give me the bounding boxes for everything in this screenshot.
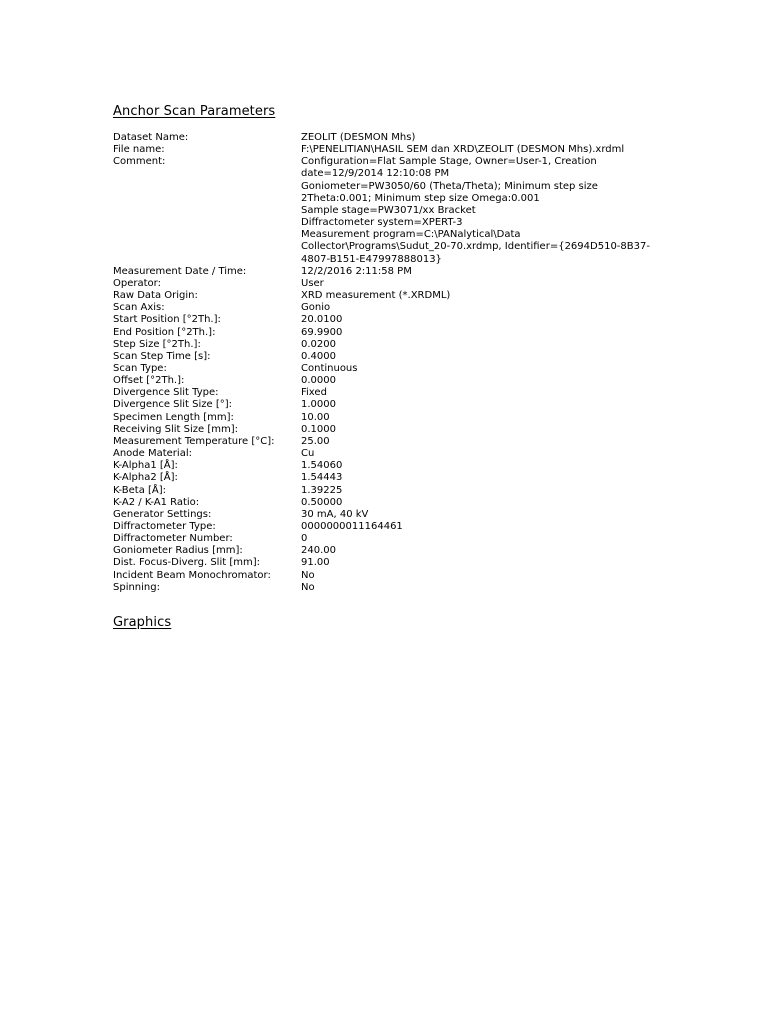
parameter-label: Dist. Focus-Diverg. Slit [mm]: <box>113 557 260 569</box>
parameter-label: Operator: <box>113 277 161 289</box>
parameter-value-line: User <box>301 277 324 289</box>
parameter-label: Specimen Length [mm]: <box>113 411 234 423</box>
parameter-label: Step Size [°2Th.]: <box>113 338 201 350</box>
parameter-value <box>301 472 673 484</box>
parameter-value <box>301 424 673 436</box>
parameter-label: Scan Step Time [s]: <box>113 350 211 362</box>
parameter-label: Diffractometer Type: <box>113 521 216 532</box>
parameter-value-line: 1.54443 <box>301 472 343 484</box>
parameter-value <box>301 327 673 339</box>
parameter-value-line: Sample stage=PW3071/xx Bracket <box>301 204 476 216</box>
parameter-value <box>301 460 673 472</box>
parameter-value <box>301 339 673 351</box>
parameter-value-line: No <box>301 569 315 581</box>
parameter-row <box>113 570 673 582</box>
parameter-value <box>301 266 673 278</box>
parameter-row <box>113 485 673 497</box>
parameter-label: Scan Axis: <box>113 302 165 314</box>
parameter-label: Receiving Slit Size [mm]: <box>113 423 239 435</box>
parameter-value <box>301 545 673 557</box>
parameter-value <box>301 412 673 424</box>
parameter-label: K-Beta [Å]: <box>113 484 167 496</box>
parameter-label: Raw Data Origin: <box>113 290 198 302</box>
parameter-value <box>301 302 673 314</box>
parameter-row <box>113 509 673 521</box>
parameter-value <box>301 290 673 302</box>
parameter-value-line: 0.1000 <box>301 423 336 435</box>
parameter-value <box>301 497 673 509</box>
parameter-row <box>113 302 673 314</box>
parameter-value <box>301 132 673 144</box>
parameter-label: Goniometer Radius [mm]: <box>113 545 243 557</box>
parameter-row <box>113 266 673 278</box>
parameter-row <box>113 472 673 484</box>
parameter-label: File name: <box>113 144 165 156</box>
parameter-label: Dataset Name: <box>113 132 189 143</box>
parameter-row <box>113 424 673 436</box>
parameter-row <box>113 412 673 424</box>
parameter-value-line: Gonio <box>301 302 331 314</box>
parameter-row <box>113 144 673 156</box>
parameter-label: Divergence Slit Type: <box>113 387 219 399</box>
parameter-value-line: Collector\Programs\Sudut_20-70.xrdmp, Identifier={2694D510-8B37- <box>301 241 650 253</box>
parameter-row <box>113 314 673 326</box>
anchor-scan-parameters-heading: Anchor Scan Parameters <box>113 104 276 119</box>
parameter-value <box>301 509 673 521</box>
parameter-row <box>113 533 673 545</box>
parameter-value-line: Cu <box>301 448 315 460</box>
parameter-row <box>113 497 673 509</box>
parameter-label: K-Alpha2 [Å]: <box>113 472 178 484</box>
parameter-row <box>113 327 673 339</box>
parameter-row <box>113 582 673 594</box>
parameter-row <box>113 363 673 375</box>
parameter-value <box>301 278 673 290</box>
parameter-row <box>113 521 673 533</box>
parameter-value <box>301 557 673 569</box>
parameter-label: Incident Beam Monochromator: <box>113 569 271 581</box>
parameter-value-line: 4807-B151-E47997888013} <box>301 253 442 265</box>
parameter-value-line: 20.0100 <box>301 314 343 326</box>
parameter-value-line: F:\PENELITIAN\HASIL SEM dan XRD\ZEOLIT (DESMON Mhs).xrdml <box>301 144 625 156</box>
parameter-value <box>301 351 673 363</box>
parameter-value-line: 25.00 <box>301 435 330 447</box>
parameter-value-line: 10.00 <box>301 411 330 423</box>
parameter-value <box>301 485 673 497</box>
parameter-label: Divergence Slit Size [°]: <box>113 399 233 411</box>
parameter-value <box>301 399 673 411</box>
parameter-label: End Position [°2Th.]: <box>113 326 216 338</box>
parameter-value-line: Diffractometer system=XPERT-3 <box>301 217 463 229</box>
parameter-row <box>113 290 673 302</box>
parameter-row <box>113 132 673 144</box>
parameter-value-line: 12/2/2016 2:11:58 PM <box>301 265 412 277</box>
parameter-value-line: Goniometer=PW3050/60 (Theta/Theta); Minimum step size <box>301 180 598 192</box>
parameter-value-line: 69.9900 <box>301 326 343 338</box>
parameter-value <box>301 533 673 545</box>
parameter-value-line: 0.4000 <box>301 350 336 362</box>
parameter-label: Anode Material: <box>113 448 192 460</box>
parameter-value-line: Configuration=Flat Sample Stage, Owner=User-1, Creation <box>301 156 597 168</box>
parameter-value-line: 0.50000 <box>301 496 343 508</box>
parameter-value-line: 0000000011164461 <box>301 521 403 532</box>
parameter-value-line: 2Theta:0.001; Minimum step size Omega:0.001 <box>301 192 540 204</box>
parameter-row <box>113 351 673 363</box>
parameter-value <box>301 570 673 582</box>
parameter-label: K-Alpha1 [Å]: <box>113 460 178 472</box>
parameter-row <box>113 436 673 448</box>
parameter-value-line: 240.00 <box>301 545 336 557</box>
parameter-value-line: No <box>301 581 315 593</box>
parameter-value-line: 0.0000 <box>301 375 336 387</box>
parameter-value-line: Fixed <box>301 387 327 399</box>
parameter-value-line: ZEOLIT (DESMON Mhs) <box>301 132 416 143</box>
parameter-label: Start Position [°2Th.]: <box>113 314 221 326</box>
parameter-row <box>113 399 673 411</box>
parameter-value <box>301 144 673 156</box>
parameter-value-line: 30 mA, 40 kV <box>301 508 369 520</box>
parameter-value <box>301 521 673 533</box>
parameter-label: Offset [°2Th.]: <box>113 375 185 387</box>
scan-parameters-table <box>113 132 673 594</box>
parameter-label: Generator Settings: <box>113 508 212 520</box>
parameter-label: K-A2 / K-A1 Ratio: <box>113 496 200 508</box>
parameter-value-line: date=12/9/2014 12:10:08 PM <box>301 168 450 180</box>
parameter-value-line: 1.54060 <box>301 460 343 472</box>
parameter-row <box>113 557 673 569</box>
parameter-label: Spinning: <box>113 581 160 593</box>
parameter-value <box>301 582 673 594</box>
parameter-label: Diffractometer Number: <box>113 533 233 545</box>
parameter-value-line: Measurement program=C:\PANalytical\Data <box>301 229 521 241</box>
parameter-value-line: Continuous <box>301 362 358 374</box>
graphics-heading: Graphics <box>113 615 172 630</box>
parameter-value-line: 0.0200 <box>301 338 336 350</box>
parameter-row <box>113 545 673 557</box>
parameter-row <box>113 278 673 290</box>
parameter-value <box>301 436 673 448</box>
parameter-row <box>113 448 673 460</box>
parameter-value-line: 91.00 <box>301 557 330 569</box>
parameter-value-line: 1.39225 <box>301 484 343 496</box>
parameter-value <box>301 156 673 265</box>
parameter-row <box>113 156 673 265</box>
parameter-label: Scan Type: <box>113 362 167 374</box>
parameter-row <box>113 339 673 351</box>
parameter-value <box>301 363 673 375</box>
parameter-row <box>113 460 673 472</box>
parameter-label: Measurement Temperature [°C]: <box>113 435 275 447</box>
parameter-value <box>301 375 673 387</box>
parameter-value <box>301 448 673 460</box>
parameter-value <box>301 387 673 399</box>
parameter-value-line: 0 <box>301 533 308 545</box>
parameter-value-line: 1.0000 <box>301 399 336 411</box>
parameter-value <box>301 314 673 326</box>
parameter-label: Comment: <box>113 156 166 168</box>
parameter-row <box>113 387 673 399</box>
parameter-label: Measurement Date / Time: <box>113 265 247 277</box>
parameter-value-line: XRD measurement (*.XRDML) <box>301 290 451 302</box>
parameter-row <box>113 375 673 387</box>
